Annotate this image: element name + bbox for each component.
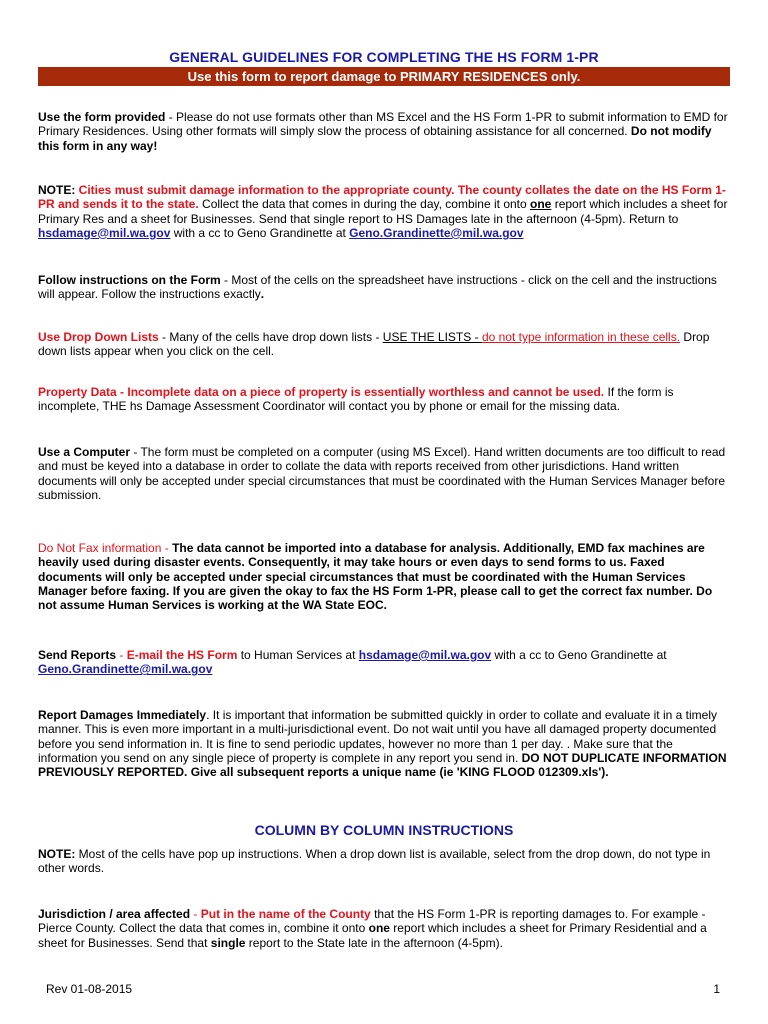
lead-text: Use a Computer bbox=[38, 445, 131, 459]
body-text: . It is important that information be submitted quickly in order to collate and evaluate it in a timely manner. This is even more important in a multi-jurisdictional event. Do not wait until you have all damaged property documented before you send information in. It is fine to send periodic updates, however no more than 1 per day. . Make sure that the information you send on any single piece of property is complete in any report you send in. bbox=[38, 708, 717, 765]
page-title: GENERAL GUIDELINES FOR COMPLETING THE HS FORM 1-PR bbox=[169, 49, 599, 65]
dash: - bbox=[190, 907, 201, 921]
lead-text: Use the form provided bbox=[38, 110, 166, 124]
paragraph-jurisdiction bbox=[38, 907, 730, 950]
underlined-text: USE THE LISTS - bbox=[382, 330, 482, 344]
geno-email-link[interactable]: Geno.Grandinette@mil.wa.gov bbox=[38, 662, 213, 677]
body-text: to Human Services at bbox=[237, 648, 359, 662]
paragraph-follow-instructions bbox=[38, 273, 730, 302]
lead-text: NOTE: bbox=[38, 847, 76, 861]
lead-text: Property Data - Incomplete data on a piece of property is essentially worthless and cannot be used. bbox=[38, 385, 605, 399]
body-text: - Please do not use formats other than MS Excel and the HS Form 1-PR to submit information to EMD for Primary Residences. Using other formats will simply slow the process of obtaining assistance for all concerned. bbox=[38, 110, 728, 139]
body-text: Collect the data that comes in during the day, combine it onto bbox=[198, 197, 531, 212]
page-number: 1 bbox=[713, 982, 720, 996]
revision-label: Rev 01-08-2015 bbox=[46, 982, 133, 996]
body-text: Most of the cells have pop up instructions. When a drop down list is available, select from the drop down, do not type in other words. bbox=[38, 847, 711, 876]
paragraph-use-computer bbox=[38, 445, 730, 502]
body-text: with a cc to Geno Grandinette at bbox=[491, 648, 667, 662]
section-heading: COLUMN BY COLUMN INSTRUCTIONS bbox=[254, 822, 514, 838]
lead-text: Do Not Fax information bbox=[38, 541, 162, 555]
emphasis-text: Do not modify this form in any way! bbox=[38, 124, 712, 153]
red-emphasis-text: Put in the name of the County bbox=[200, 907, 371, 921]
paragraph-column-note bbox=[38, 847, 730, 876]
lead-text: Jurisdiction / area affected bbox=[38, 907, 191, 921]
period: . bbox=[260, 287, 265, 302]
emphasis-single: single bbox=[210, 935, 246, 950]
body-text: - Most of the cells on the spreadsheet have instructions - click on the cell and the instructions will appear. Follow the instructions exactly bbox=[38, 273, 717, 302]
body-text: If the form is incomplete, THE hs Damage Assessment Coordinator will contact you by phone or email for the missing data. bbox=[38, 385, 674, 414]
geno-email-link[interactable]: Geno.Grandinette@mil.wa.gov bbox=[349, 225, 524, 240]
hsdamage-email-link[interactable]: hsdamage@mil.wa.gov bbox=[38, 225, 171, 240]
emphasis-one: one bbox=[530, 197, 552, 212]
body-text: - The form must be completed on a computer (using MS Excel). Hand written documents are too difficult to read and must be keyed into a database in order to collate the data with reports received from other jurisdictions. Hand written documents will only be accepted under special circumstances that must be coordinated with the Human Services Manager before submission. bbox=[38, 445, 726, 502]
hsdamage-email-link[interactable]: hsdamage@mil.wa.gov bbox=[358, 648, 492, 662]
paragraph-report-immediately bbox=[38, 708, 730, 779]
body-text: that the HS Form 1-PR is reporting damages to. For example - Pierce County. Collect the data that comes in, combine it onto bbox=[38, 907, 706, 936]
paragraph-use-form bbox=[38, 110, 730, 153]
lead-text: Report Damages Immediately bbox=[38, 708, 207, 722]
body-text: report to the State late in the afternoon (4-5pm). bbox=[245, 935, 503, 950]
body-text: report which includes a sheet for Primary Res and a sheet for Businesses. Send that single report to HS Damages late in the afternoon (4-5pm). Return to bbox=[38, 197, 728, 226]
scope-banner: Use this form to report damage to PRIMARY RESIDENCES only. bbox=[38, 67, 730, 86]
lead-text: NOTE: bbox=[38, 183, 76, 197]
lead-text: Use Drop Down Lists bbox=[38, 330, 159, 344]
red-emphasis-text: E-mail the HS Form bbox=[126, 648, 238, 662]
body-text: report which includes a sheet for Primary Residential and a sheet for Businesses. Send that bbox=[38, 921, 707, 950]
dash: - bbox=[161, 541, 173, 555]
body-text: - Many of the cells have drop down lists - bbox=[158, 330, 383, 344]
body-text: with a cc to Geno Grandinette at bbox=[170, 225, 350, 240]
paragraph-note-cities bbox=[38, 183, 730, 240]
paragraph-drop-down-lists bbox=[38, 330, 730, 359]
lead-text: Send Reports bbox=[38, 648, 117, 662]
paragraph-property-data bbox=[38, 385, 730, 414]
emphasis-one: one bbox=[368, 921, 390, 936]
emphasis-text: DO NOT DUPLICATE INFORMATION PREVIOUSLY REPORTED. Give all subsequent reports a unique name (ie 'KING FLOOD 012309.xls'). bbox=[38, 750, 727, 780]
dash: - bbox=[116, 648, 127, 662]
body-text: Drop down lists appear when you click on the cell. bbox=[38, 330, 710, 359]
paragraph-send-reports bbox=[38, 648, 730, 677]
bold-body-text: The data cannot be imported into a database for analysis. Additionally, EMD fax machines are heavily used during disaster events. Consequently, it may take hours or even days to send forms to us. Faxed documents will only be accepted under special circumstances that must be coordinated with the Human Services Manager before faxing. If you are given the okay to fax the HS Form 1-PR, please call to get the correct fax number. Do not assume Human Services is working at the WA State EOC. bbox=[38, 541, 713, 613]
red-emphasis-text: Cities must submit damage information to the appropriate county. The county collates the date on the HS Form 1-PR and sends it to the state. bbox=[38, 183, 726, 212]
red-warning-text: do not type information in these cells. bbox=[481, 330, 681, 344]
lead-text: Follow instructions on the Form bbox=[38, 273, 221, 287]
paragraph-do-not-fax bbox=[38, 541, 730, 612]
